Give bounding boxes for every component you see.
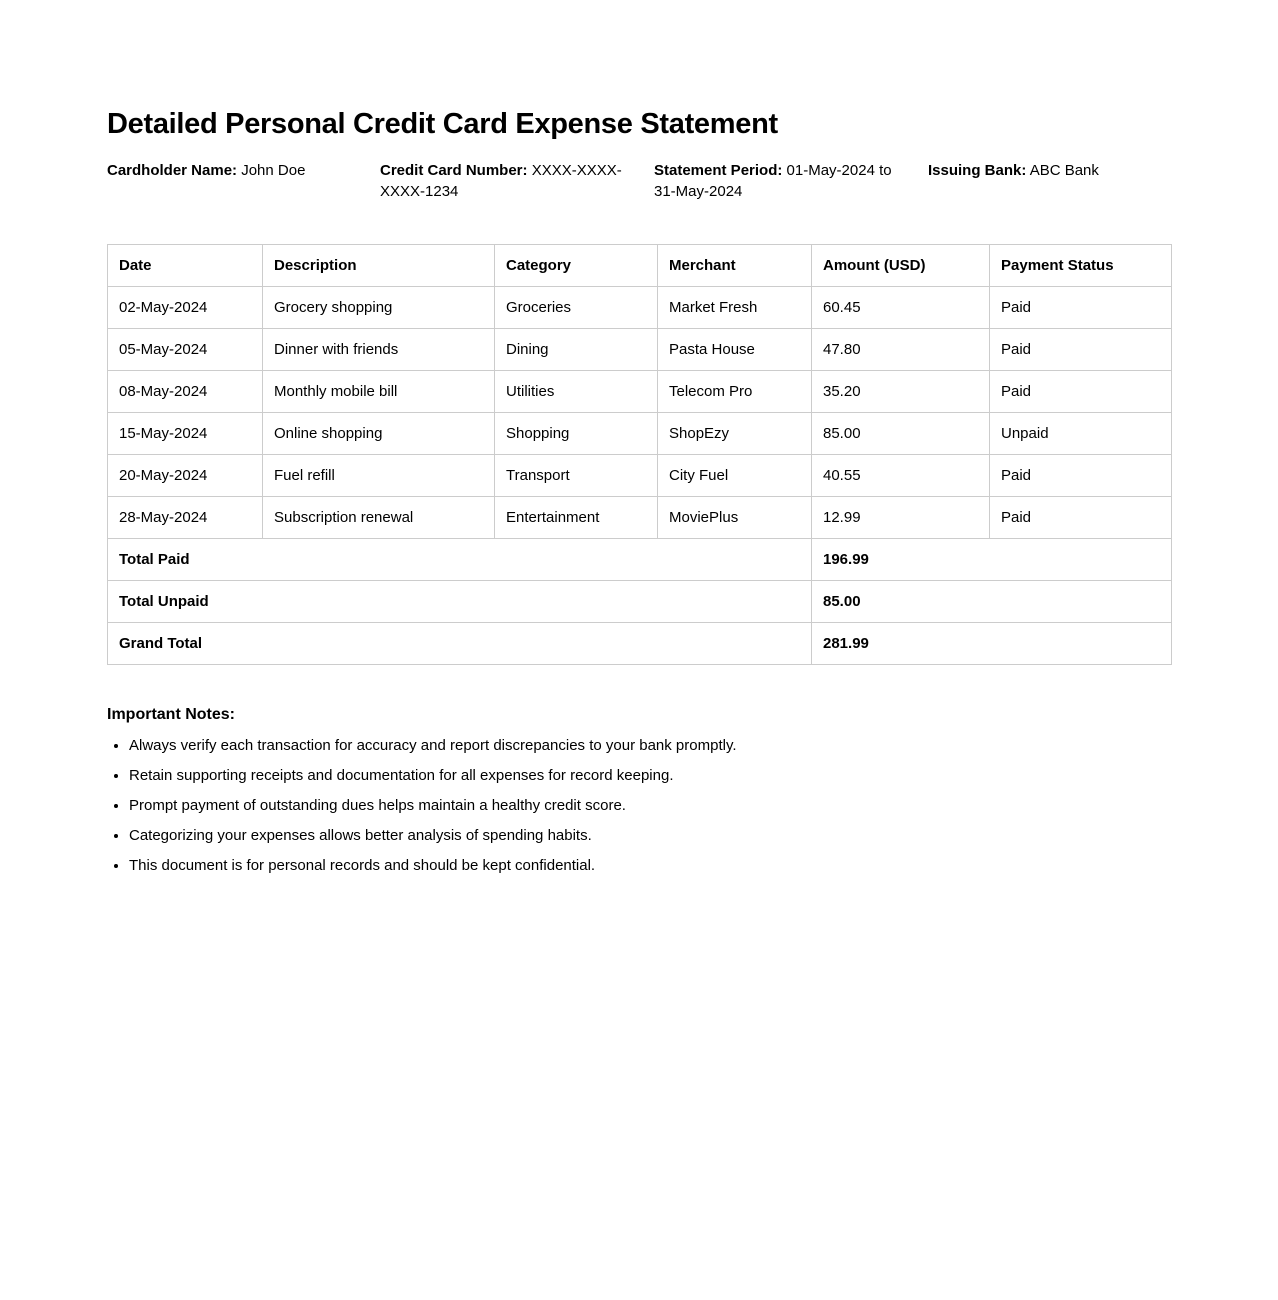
issuing-bank-label: Issuing Bank: [928, 162, 1027, 179]
cardholder-value: John Doe [241, 162, 306, 179]
cell-date: 28-May-2024 [108, 497, 263, 539]
card-number-value: XXXX-XXXX-XXXX-1234 [380, 162, 622, 200]
cell-merchant: Market Fresh [658, 287, 812, 329]
cell-date: 15-May-2024 [108, 413, 263, 455]
grand-total-row [108, 623, 1172, 665]
cell-status: Paid [990, 371, 1172, 413]
cell-date: 20-May-2024 [108, 455, 263, 497]
meta-statement-period [654, 160, 928, 202]
cell-status: Unpaid [990, 413, 1172, 455]
cell-category: Shopping [495, 413, 658, 455]
cell-category: Dining [495, 329, 658, 371]
note-item: • Prompt payment of outstanding dues helps maintain a healthy credit score. [129, 791, 1171, 821]
cell-date: 08-May-2024 [108, 371, 263, 413]
meta-cardholder [107, 160, 380, 202]
cell-merchant: Telecom Pro [658, 371, 812, 413]
table-row [108, 497, 1172, 539]
cell-description: Monthly mobile bill [263, 371, 495, 413]
header-description: Description [263, 245, 495, 287]
important-notes-heading: Important Notes: [107, 706, 235, 723]
cell-status: Paid [990, 455, 1172, 497]
header-amount: Amount (USD) [812, 245, 990, 287]
note-item: • Retain supporting receipts and documentation for all expenses for record keeping. [129, 761, 1171, 791]
cell-merchant: City Fuel [658, 455, 812, 497]
grand-total-label: Grand Total [108, 623, 812, 665]
cell-amount: 85.00 [812, 413, 990, 455]
important-notes-section [107, 706, 1171, 881]
cell-description: Subscription renewal [263, 497, 495, 539]
cell-merchant: MoviePlus [658, 497, 812, 539]
important-notes-list [107, 731, 1171, 881]
meta-issuing-bank [928, 160, 1171, 202]
cell-amount: 60.45 [812, 287, 990, 329]
cell-status: Paid [990, 497, 1172, 539]
cell-amount: 35.20 [812, 371, 990, 413]
table-row [108, 287, 1172, 329]
cell-description: Fuel refill [263, 455, 495, 497]
cell-merchant: Pasta House [658, 329, 812, 371]
cell-status: Paid [990, 287, 1172, 329]
cell-date: 05-May-2024 [108, 329, 263, 371]
header-merchant: Merchant [658, 245, 812, 287]
table-row [108, 371, 1172, 413]
cell-description: Online shopping [263, 413, 495, 455]
header-category: Category [495, 245, 658, 287]
grand-total-value: 281.99 [812, 623, 1172, 665]
cell-amount: 12.99 [812, 497, 990, 539]
cell-category: Groceries [495, 287, 658, 329]
total-paid-row [108, 539, 1172, 581]
cell-status: Paid [990, 329, 1172, 371]
cell-merchant: ShopEzy [658, 413, 812, 455]
header-payment-status: Payment Status [990, 245, 1172, 287]
note-item: • Always verify each transaction for accuracy and report discrepancies to your bank promptly. [129, 731, 1171, 761]
total-unpaid-row [108, 581, 1172, 623]
note-item: • Categorizing your expenses allows better analysis of spending habits. [129, 821, 1171, 851]
cell-description: Dinner with friends [263, 329, 495, 371]
expense-table [107, 244, 1172, 665]
page-title: Detailed Personal Credit Card Expense Statement [107, 108, 778, 140]
statement-period-value: 01-May-2024 to 31-May-2024 [654, 162, 892, 200]
statement-period-label: Statement Period: [654, 162, 783, 179]
statement-meta [107, 160, 1171, 202]
total-paid-value: 196.99 [812, 539, 1172, 581]
cell-category: Transport [495, 455, 658, 497]
cell-description: Grocery shopping [263, 287, 495, 329]
header-date: Date [108, 245, 263, 287]
cardholder-label: Cardholder Name: [107, 162, 238, 179]
card-number-label: Credit Card Number: [380, 162, 528, 179]
cell-category: Utilities [495, 371, 658, 413]
table-row [108, 413, 1172, 455]
total-paid-label: Total Paid [108, 539, 812, 581]
cell-category: Entertainment [495, 497, 658, 539]
meta-card-number [380, 160, 654, 202]
table-header-row [108, 245, 1172, 287]
table-row [108, 455, 1172, 497]
issuing-bank-value: ABC Bank [1029, 162, 1099, 179]
cell-amount: 47.80 [812, 329, 990, 371]
total-unpaid-value: 85.00 [812, 581, 1172, 623]
total-unpaid-label: Total Unpaid [108, 581, 812, 623]
cell-date: 02-May-2024 [108, 287, 263, 329]
cell-amount: 40.55 [812, 455, 990, 497]
table-row [108, 329, 1172, 371]
note-item: • This document is for personal records and should be kept confidential. [129, 851, 1171, 881]
